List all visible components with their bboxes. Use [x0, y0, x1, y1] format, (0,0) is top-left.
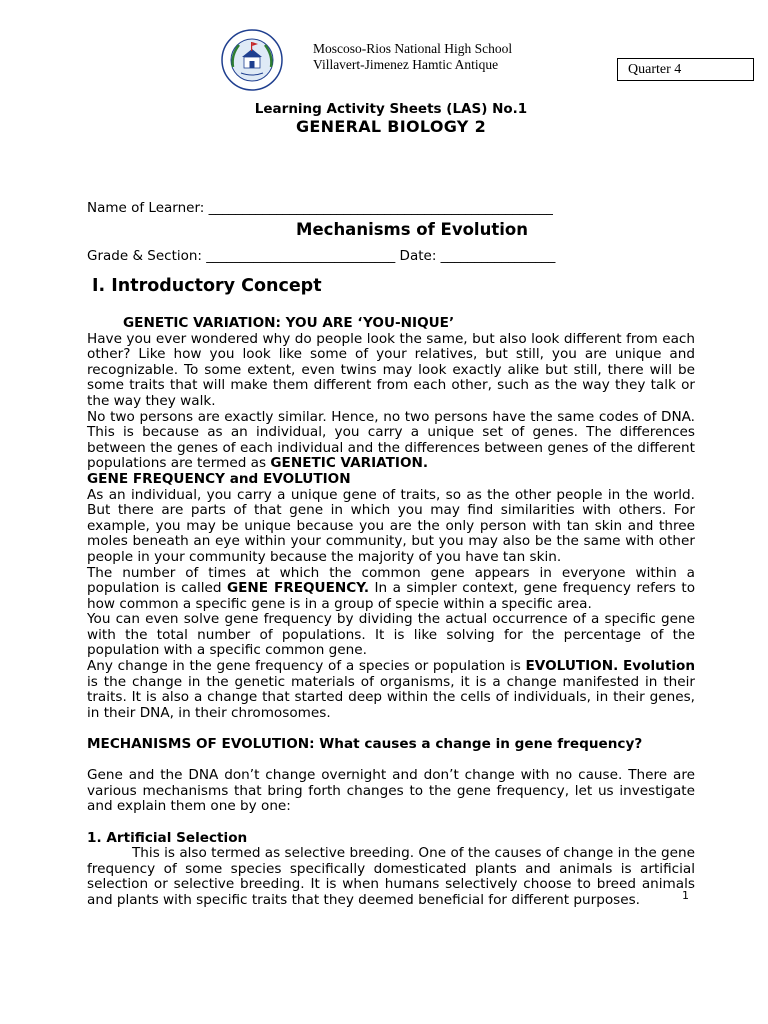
- learner-name-field: Name of Learner: ___________________________________________________: [87, 200, 553, 216]
- quarter-box: Quarter 4: [617, 58, 754, 81]
- document-body: [87, 316, 695, 909]
- heading-mechanisms: MECHANISMS OF EVOLUTION: What causes a change in gene frequency?: [87, 736, 643, 753]
- paragraph-3: As an individual, you carry a unique gene of traits, so as the other people in the world. But there are parts of that gene in which you may find similarities with others. For example, you may be unique because you are the only person with tan skin and three moles beneath an eye within your community, but you may also be the same with other people in your community because the majority of you have tan skin.: [87, 486, 695, 565]
- school-seal-logo: [221, 29, 283, 91]
- heading-artificial-selection: 1. Artificial Selection: [87, 829, 248, 846]
- heading-genetic-variation: GENETIC VARIATION: YOU ARE ‘YOU-NIQUE’: [123, 315, 455, 331]
- paragraph-7: Gene and the DNA don’t change overnight and don’t change with no cause. There are various mechanisms that bring forth changes to the gene frequency, let us investigate and explain them one by one:: [87, 767, 695, 815]
- grade-section-date-field: Grade & Section: ____________________________ Date: _________________: [87, 248, 556, 264]
- page-number: 1: [682, 889, 689, 902]
- las-title: Learning Activity Sheets (LAS) No.1: [254, 101, 528, 117]
- school-address: Villavert-Jimenez Hamtic Antique: [313, 57, 499, 72]
- school-name: Moscoso-Rios National High School: [313, 41, 513, 56]
- subject-title: GENERAL BIOLOGY 2: [296, 117, 486, 136]
- paragraph-5: You can even solve gene frequency by dividing the actual occurrence of a specific gene with the total number of populations. It is like solving for the percentage of the population with a specific common gene.: [87, 611, 695, 659]
- paragraph-1: Have you ever wondered why do people look the same, but also look different from each other? Like how you look like some of your relatives, but still, you are unique and recognizable. To some extent, even twins may look exactly alike but still, there will be some traits that will make them different from each other, such as the way they talk or the way they walk.: [87, 330, 695, 409]
- paragraph-2: No two persons are exactly similar. Hence, no two persons have the same codes of DNA. This is because as an individual, you carry a unique set of genes. The differences between the genes of each individual and the differences between genes of the different populations are termed as GENETIC VARIATION.: [87, 408, 695, 472]
- section-heading: I. Introductory Concept: [92, 276, 322, 296]
- school-info: [313, 41, 512, 73]
- paragraph-8: This is also termed as selective breeding. One of the causes of change in the gene frequency of some species specifically domesticated plants and animals is artificial selection or selective breeding. It is when humans selectively choose to breed animals and plants with specific traits that they deemed beneficial for different purposes.: [87, 845, 695, 908]
- topic-title: Mechanisms of Evolution: [296, 220, 528, 239]
- heading-gene-frequency: GENE FREQUENCY and EVOLUTION: [87, 470, 351, 487]
- paragraph-4: The number of times at which the common gene appears in everyone within a population is called GENE FREQUENCY. In a simpler context, gene frequency refers to how common a specific gene is in a group of specie within a specific area.: [87, 564, 696, 612]
- paragraph-6: Any change in the gene frequency of a species or population is EVOLUTION. Evolution is the change in the genetic materials of organisms, it is a change manifested in their traits. It is also a change that started deep within the cells of individuals, in their genes, in their DNA, in their chromosomes.: [87, 658, 695, 721]
